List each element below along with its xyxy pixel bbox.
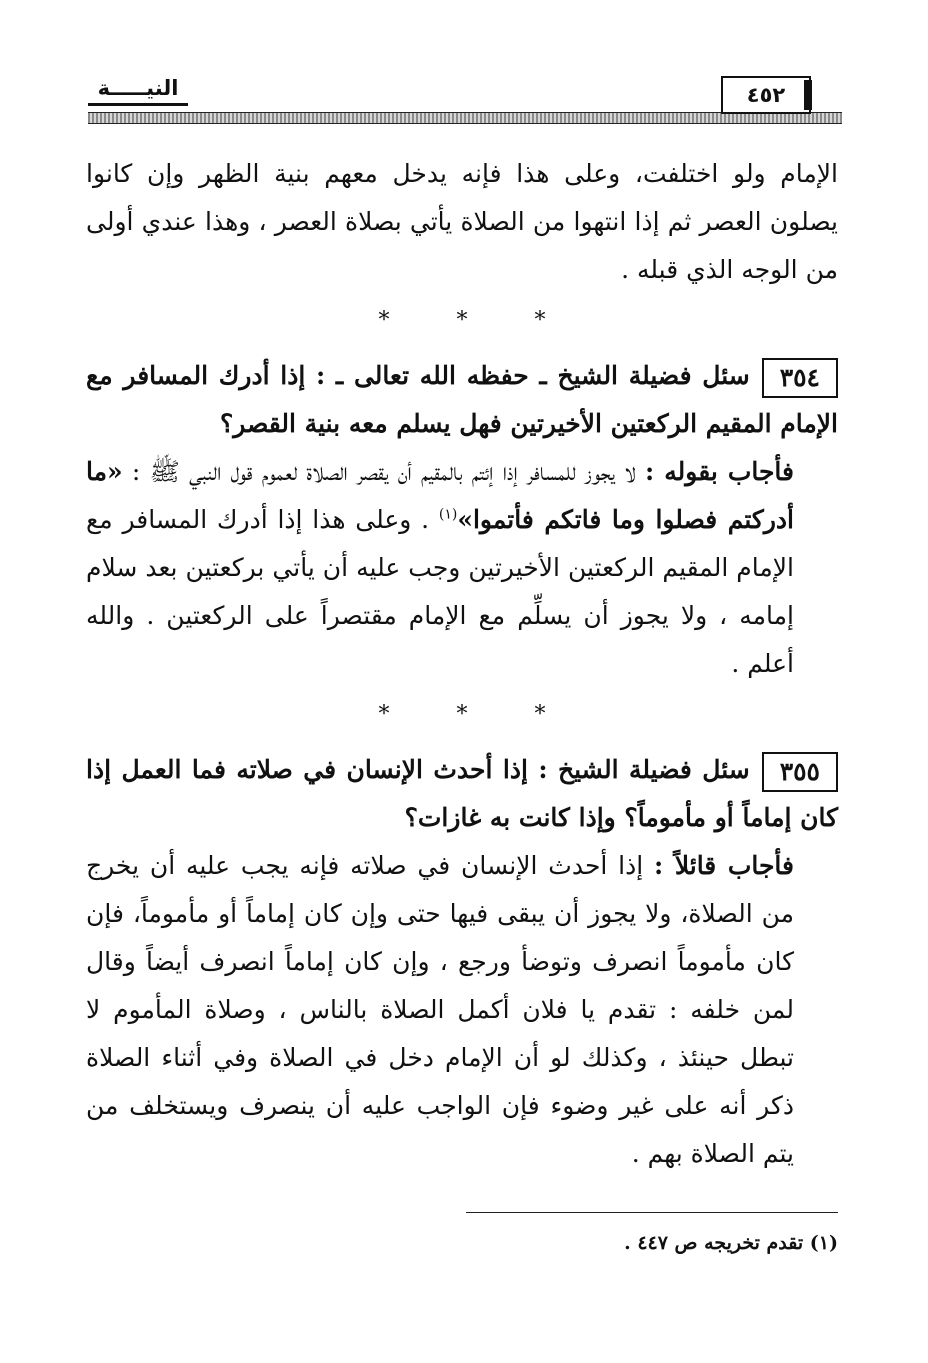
answer-lead: فأجاب بقوله : — [645, 457, 795, 486]
answer-354 — [86, 448, 838, 688]
section-separator: * * * — [378, 308, 576, 333]
question-text: سئل فضيلة الشيخ : إذا أحدث الإنسان في صلاته فما العمل إذا كان إماماً أو مأموماً؟ وإذا كانت به غازات؟ — [86, 755, 838, 832]
page-number-mark — [804, 80, 812, 110]
answer-lead: فأجاب قائلاً : — [654, 851, 795, 880]
page-number: ٤٥٢ — [721, 76, 811, 114]
question-number: ٣٥٤ — [762, 358, 838, 398]
paragraph-continuation: الإمام ولو اختلفت، وعلى هذا فإنه يدخل معهم بنية الظهر وإن كانوا يصلون العصر ثم إذا انتهوا من الصلاة يأتي بصلاة العصر ، وهذا عندي أولى من الوجه الذي قبله . — [86, 159, 838, 284]
answer-355 — [86, 842, 838, 1178]
page-header — [88, 70, 842, 126]
title-underline — [88, 103, 188, 106]
footnote: (١) تقدم تخريجه ص ٤٤٧ . — [624, 1232, 838, 1254]
answer-text-continued: . وعلى هذا إذا أدرك المسافر مع الإمام المقيم الركعتين الأخيرتين وجب عليه أن يأتي بركعتين بعد سلام إمامه ، ولا يجوز أن يسلِّم مع الإمام مقتصراً على الركعتين . والله أعلم . — [86, 505, 794, 678]
footnote-divider — [466, 1212, 838, 1213]
question-text: سئل فضيلة الشيخ ـ حفظه الله تعالى ـ : إذا أدرك المسافر مع الإمام المقيم الركعتين الأخيرتين فهل يسلم معه بنية القصر؟ — [86, 361, 838, 438]
hadith-quote: «ما أدركتم فصلوا وما فاتكم فأتموا» — [86, 457, 794, 534]
main-text — [86, 150, 838, 1178]
answer-text: لا يجوز للمسافر إذا إئتم بالمقيم أن يقصر الصلاة لعموم قول النبي ﷺ : — [131, 457, 636, 486]
chapter-title: النيـــــة — [97, 76, 179, 100]
footnote-ref: (١) — [438, 506, 458, 523]
question-354 — [86, 352, 838, 448]
section-separator: * * * — [378, 702, 576, 727]
question-number: ٣٥٥ — [762, 752, 838, 792]
question-355 — [86, 746, 838, 842]
answer-text: إذا أحدث الإنسان في صلاته فإنه يجب عليه أن يخرج من الصلاة، ولا يجوز أن يبقى فيها حتى وإن كان إماماً أو مأموماً، فإن كان مأموماً انصرف وتوضأ ورجع ، وإن كان إماماً انصرف أيضاً وقال لمن خلفه : تقدم يا فلان أكمل الصلاة بالناس ، وصلاة المأموم لا تبطل حينئذ ، وكذلك لو أن الإمام دخل في الصلاة وفي أثناء الصلاة ذكر أنه على غير وضوء فإن الواجب عليه أن ينصرف ويستخلف من يتم الصلاة بهم . — [86, 851, 794, 1168]
